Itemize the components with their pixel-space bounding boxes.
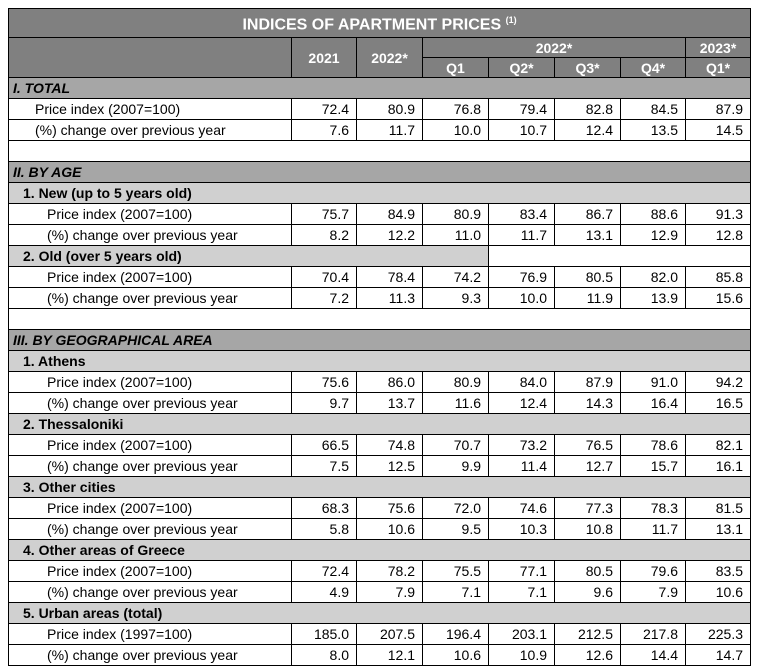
- group-row: [9, 246, 751, 267]
- value-cell: 12.4: [489, 393, 555, 414]
- value-cell: 212.5: [555, 624, 621, 645]
- value-cell: 14.7: [686, 645, 751, 666]
- value-cell: 16.5: [686, 393, 751, 414]
- value-cell: 79.4: [489, 99, 555, 120]
- value-cell: 73.2: [489, 435, 555, 456]
- value-cell: 78.4: [357, 267, 423, 288]
- value-cell: 7.9: [621, 582, 686, 603]
- value-cell: 217.8: [621, 624, 686, 645]
- value-cell: 8.0: [292, 645, 357, 666]
- value-cell: 11.7: [621, 519, 686, 540]
- group-title: 4. Other areas of Greece: [9, 540, 751, 561]
- value-cell: 12.8: [686, 225, 751, 246]
- value-cell: 80.9: [423, 372, 489, 393]
- value-cell: 85.8: [686, 267, 751, 288]
- table-title-row: [9, 9, 751, 38]
- value-cell: 10.8: [555, 519, 621, 540]
- value-cell: 10.9: [489, 645, 555, 666]
- value-cell: 82.8: [555, 99, 621, 120]
- spacer-cell: [9, 309, 751, 330]
- value-cell: 88.6: [621, 204, 686, 225]
- value-cell: 70.4: [292, 267, 357, 288]
- value-cell: 83.5: [686, 561, 751, 582]
- value-cell: 74.8: [357, 435, 423, 456]
- value-cell: 87.9: [555, 372, 621, 393]
- value-cell: 87.9: [686, 99, 751, 120]
- table-row: [9, 204, 751, 225]
- value-cell: 7.5: [292, 456, 357, 477]
- value-cell: 78.6: [621, 435, 686, 456]
- value-cell: 66.5: [292, 435, 357, 456]
- value-cell: 72.4: [292, 99, 357, 120]
- value-cell: 80.9: [423, 204, 489, 225]
- row-label: Price index (1997=100): [9, 624, 292, 645]
- group-title: 1. New (up to 5 years old): [9, 183, 751, 204]
- value-cell: 7.1: [489, 582, 555, 603]
- value-cell: 76.9: [489, 267, 555, 288]
- value-cell: 77.1: [489, 561, 555, 582]
- header-blank-cell: [9, 38, 292, 78]
- value-cell: 196.4: [423, 624, 489, 645]
- row-label: (%) change over previous year: [9, 120, 292, 141]
- section-total: [9, 78, 751, 99]
- value-cell: 76.5: [555, 435, 621, 456]
- value-cell: 80.9: [357, 99, 423, 120]
- header-group-2022: 2022*: [423, 38, 686, 58]
- value-cell: 77.3: [555, 498, 621, 519]
- table-row: [9, 519, 751, 540]
- row-label: (%) change over previous year: [9, 519, 292, 540]
- apartment-price-table: [8, 8, 751, 666]
- table-row: [9, 456, 751, 477]
- row-label: (%) change over previous year: [9, 456, 292, 477]
- group-row: [9, 477, 751, 498]
- group-row: [9, 183, 751, 204]
- row-label: Price index (2007=100): [9, 267, 292, 288]
- value-cell: 9.9: [423, 456, 489, 477]
- value-cell: 9.6: [555, 582, 621, 603]
- table-row: [9, 99, 751, 120]
- value-cell: 8.2: [292, 225, 357, 246]
- spacer-cell: [9, 141, 751, 162]
- value-cell: 5.8: [292, 519, 357, 540]
- value-cell: 12.4: [555, 120, 621, 141]
- table-row: [9, 645, 751, 666]
- row-label: Price index (2007=100): [9, 204, 292, 225]
- section-by-age: [9, 162, 751, 183]
- value-cell: 81.5: [686, 498, 751, 519]
- header-2021: 2021: [292, 38, 357, 78]
- row-label: Price index (2007=100): [9, 99, 292, 120]
- value-cell: 10.3: [489, 519, 555, 540]
- value-cell: 72.4: [292, 561, 357, 582]
- value-cell: 9.3: [423, 288, 489, 309]
- value-cell: 78.3: [621, 498, 686, 519]
- value-cell: 13.1: [555, 225, 621, 246]
- header-2022: 2022*: [357, 38, 423, 78]
- row-label: (%) change over previous year: [9, 288, 292, 309]
- header-q2: Q2*: [489, 58, 555, 78]
- value-cell: 75.6: [357, 498, 423, 519]
- table-row: [9, 582, 751, 603]
- table-title-text: INDICES OF APARTMENT PRICES: [242, 16, 502, 34]
- section-title: I. TOTAL: [9, 78, 751, 99]
- header-q4: Q4*: [621, 58, 686, 78]
- table-row: [9, 372, 751, 393]
- value-cell: 75.5: [423, 561, 489, 582]
- table-row: [9, 561, 751, 582]
- group-title: 2. Old (over 5 years old): [9, 246, 489, 267]
- table-row: [9, 435, 751, 456]
- section-title: III. BY GEOGRAPHICAL AREA: [9, 330, 751, 351]
- value-cell: 75.6: [292, 372, 357, 393]
- value-cell: 75.7: [292, 204, 357, 225]
- value-cell: 74.6: [489, 498, 555, 519]
- value-cell: 10.6: [357, 519, 423, 540]
- value-cell: 11.7: [489, 225, 555, 246]
- value-cell: 79.6: [621, 561, 686, 582]
- value-cell: 72.0: [423, 498, 489, 519]
- value-cell: 86.7: [555, 204, 621, 225]
- table-row: [9, 393, 751, 414]
- value-cell: 10.6: [423, 645, 489, 666]
- header-group-2023: 2023*: [686, 38, 751, 58]
- value-cell: 12.2: [357, 225, 423, 246]
- value-cell: 10.6: [686, 582, 751, 603]
- table-row: [9, 267, 751, 288]
- row-label: (%) change over previous year: [9, 645, 292, 666]
- value-cell: 12.9: [621, 225, 686, 246]
- table-row: [9, 624, 751, 645]
- row-label: Price index (2007=100): [9, 435, 292, 456]
- value-cell: 82.0: [621, 267, 686, 288]
- value-cell: 16.1: [686, 456, 751, 477]
- value-cell: 91.3: [686, 204, 751, 225]
- value-cell: 10.0: [423, 120, 489, 141]
- table-row: [9, 120, 751, 141]
- value-cell: 76.8: [423, 99, 489, 120]
- group-row: [9, 351, 751, 372]
- value-cell: 15.7: [621, 456, 686, 477]
- value-cell: 83.4: [489, 204, 555, 225]
- value-cell: 4.9: [292, 582, 357, 603]
- group-blank: [489, 246, 751, 267]
- value-cell: 15.6: [686, 288, 751, 309]
- group-title: 2. Thessaloniki: [9, 414, 751, 435]
- spacer-row: [9, 141, 751, 162]
- value-cell: 14.3: [555, 393, 621, 414]
- value-cell: 13.7: [357, 393, 423, 414]
- value-cell: 7.2: [292, 288, 357, 309]
- value-cell: 13.9: [621, 288, 686, 309]
- value-cell: 70.7: [423, 435, 489, 456]
- table-container: [8, 8, 751, 666]
- group-row: [9, 414, 751, 435]
- group-title: 5. Urban areas (total): [9, 603, 751, 624]
- value-cell: 84.0: [489, 372, 555, 393]
- row-label: (%) change over previous year: [9, 225, 292, 246]
- value-cell: 78.2: [357, 561, 423, 582]
- value-cell: 84.5: [621, 99, 686, 120]
- value-cell: 11.3: [357, 288, 423, 309]
- row-label: Price index (2007=100): [9, 561, 292, 582]
- value-cell: 91.0: [621, 372, 686, 393]
- value-cell: 12.7: [555, 456, 621, 477]
- group-title: 1. Athens: [9, 351, 751, 372]
- value-cell: 86.0: [357, 372, 423, 393]
- value-cell: 84.9: [357, 204, 423, 225]
- value-cell: 94.2: [686, 372, 751, 393]
- header-row-1: [9, 38, 751, 58]
- table-row: [9, 225, 751, 246]
- row-label: Price index (2007=100): [9, 372, 292, 393]
- value-cell: 11.9: [555, 288, 621, 309]
- value-cell: 11.6: [423, 393, 489, 414]
- value-cell: 225.3: [686, 624, 751, 645]
- value-cell: 68.3: [292, 498, 357, 519]
- value-cell: 12.6: [555, 645, 621, 666]
- row-label: (%) change over previous year: [9, 582, 292, 603]
- header-q1: Q1: [423, 58, 489, 78]
- value-cell: 10.0: [489, 288, 555, 309]
- value-cell: 203.1: [489, 624, 555, 645]
- value-cell: 14.4: [621, 645, 686, 666]
- value-cell: 12.5: [357, 456, 423, 477]
- value-cell: 16.4: [621, 393, 686, 414]
- section-title: II. BY AGE: [9, 162, 751, 183]
- value-cell: 14.5: [686, 120, 751, 141]
- value-cell: 13.5: [621, 120, 686, 141]
- value-cell: 13.1: [686, 519, 751, 540]
- group-row: [9, 540, 751, 561]
- value-cell: 7.1: [423, 582, 489, 603]
- row-label: Price index (2007=100): [9, 498, 292, 519]
- table-row: [9, 288, 751, 309]
- value-cell: 7.9: [357, 582, 423, 603]
- value-cell: 185.0: [292, 624, 357, 645]
- value-cell: 7.6: [292, 120, 357, 141]
- table-row: [9, 498, 751, 519]
- value-cell: 11.7: [357, 120, 423, 141]
- group-row: [9, 603, 751, 624]
- value-cell: 10.7: [489, 120, 555, 141]
- value-cell: 82.1: [686, 435, 751, 456]
- value-cell: 74.2: [423, 267, 489, 288]
- value-cell: 11.0: [423, 225, 489, 246]
- row-label: (%) change over previous year: [9, 393, 292, 414]
- header-q3: Q3*: [555, 58, 621, 78]
- group-title: 3. Other cities: [9, 477, 751, 498]
- table-title: [9, 9, 751, 38]
- value-cell: 12.1: [357, 645, 423, 666]
- table-title-note: (1): [505, 15, 517, 26]
- value-cell: 9.7: [292, 393, 357, 414]
- value-cell: 80.5: [555, 561, 621, 582]
- value-cell: 9.5: [423, 519, 489, 540]
- value-cell: 207.5: [357, 624, 423, 645]
- header-q1-2023: Q1*: [686, 58, 751, 78]
- spacer-row: [9, 309, 751, 330]
- value-cell: 80.5: [555, 267, 621, 288]
- value-cell: 11.4: [489, 456, 555, 477]
- section-by-area: [9, 330, 751, 351]
